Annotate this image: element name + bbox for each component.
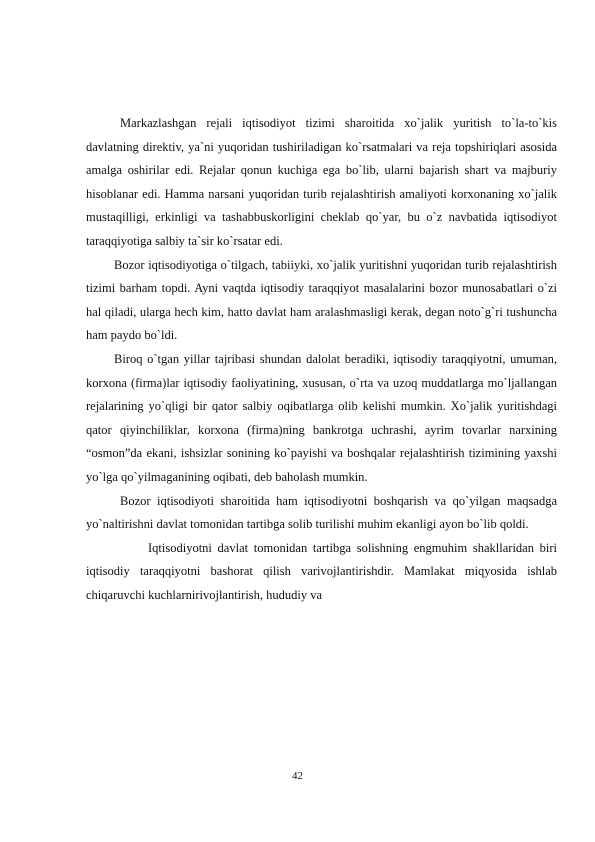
paragraph-past-experience: Biroq o`tgan yillar tajribasi shundan dalolat beradiki, iqtisodiy taraqqiyotni, umuman, korxona (firma)lar iqtisodiy faoliyatining, xususan, o`rta va uzoq muddatlarga mo`ljallangan rejalarining yo`qligi bir qator salbiy oqibatlarga olib kelishi mumkin. Xo`jalik yuritishdagi qator qiyinchiliklar, korxona (firma)ning bankrotga uchrashi, ayrim tovarlar narxining “osmon”da ekani, ishsizlar sonining ko`payishi va boshqalar rejalashtirish tizimining yaxshi yo`lga qo`yilmaganining oqibati, deb baholash mumkin. bbox=[86, 351, 557, 484]
paragraph-planned-economy: Markazlashgan rejali iqtisodiyot tizimi sharoitida xo`jalik yuritish to`la-to`kis davlatning direktiv, ya`ni yuqoridan tushiriladigan ko`rsatmalari va reja topshiriqlari asosida amalga oshirilar edi. Rejalar qonun kuchiga ega bo`lib, ularni bajarish shart va majburiy hisoblanar edi. Hamma narsani yuqoridan turib rejalashtirish amaliyoti korxonaning xo`jalik mustaqilligi, erkinligi va tashabbuskorligini cheklab qo`yar, bu o`z navbatida iqtisodiyot taraqqiyotiga salbiy ta`sir ko`rsatar edi. bbox=[86, 116, 557, 248]
page-number: 42 bbox=[292, 770, 303, 782]
body-text bbox=[86, 112, 557, 607]
paragraph-state-regulation: Bozor iqtisodiyoti sharoitida ham iqtisodiyotni boshqarish va qo`yilgan maqsadga yo`naltirishni davlat tomonidan tartibga solib turilishi muhim ekanligi ayon bo`lib qoldi. bbox=[86, 493, 557, 532]
paragraph-forecasting: Iqtisodiyotni davlat tomonidan tartibga solishning engmuhim shakllaridan biri iqtisodiy taraqqiyotni bashorat qilish varivojlantirishdir. Mamlakat miqyosida ishlab chiqaruvchi kuchlarnirivojlantirish, hududiy va bbox=[86, 540, 557, 602]
paragraph-market-transition: Bozor iqtisodiyotiga o`tilgach, tabiiyki, xo`jalik yuritishni yuqoridan turib rejalashtirish tizimi barham topdi. Ayni vaqtda iqtisodiy taraqqiyot masalalarini bozor munosabatlari o`zi hal qiladi, ularga hech kim, hatto davlat ham aralashmasligi kerak, degan noto`g`ri tushuncha ham paydo bo`ldi. bbox=[86, 257, 557, 343]
